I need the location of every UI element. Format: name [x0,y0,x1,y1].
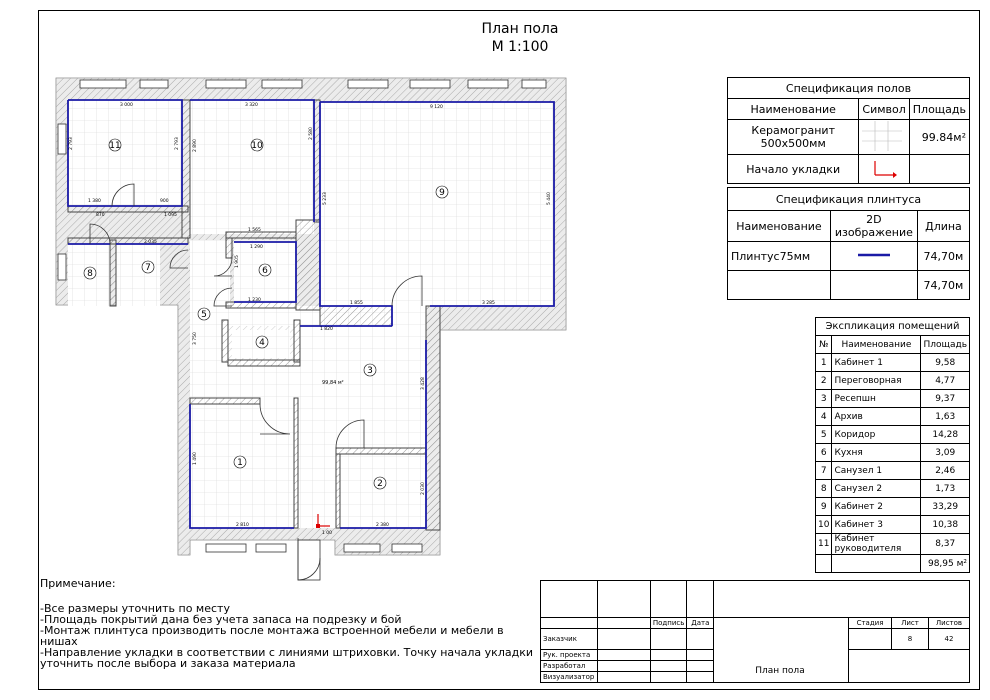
explication-total-empty-2 [832,555,921,573]
room-marker-10 [251,139,263,151]
explication-cell-area: 4,77 [921,372,970,390]
room-marker-11 [109,139,121,151]
stamp-cell [650,581,687,618]
explication-cell-area: 33,29 [921,498,970,516]
dim-label: 1 565 [248,228,261,233]
stamp-cell [687,650,714,661]
dim-label: 3 428 [421,377,426,390]
stamp-cell [597,661,650,672]
floor-spec-table [727,77,970,184]
floor-spec-start-symbol [859,155,909,184]
stamp-cell [687,581,714,618]
plinth-spec-image [830,242,917,271]
floor-spec-start-label: Начало укладки [728,155,859,184]
explication-cell-area: 9,58 [921,354,970,372]
explication-cell-n: 8 [816,480,832,498]
dim-label: 1 230 [248,298,261,303]
plinth-spec-header-name: Наименование [728,211,831,242]
dim-label: 2 580 [309,127,314,140]
stamp-cell [541,581,598,618]
explication-cell-area: 9,37 [921,390,970,408]
room-marker-3 [364,364,376,376]
svg-text:6: 6 [262,266,268,276]
explication-cell-n: 4 [816,408,832,426]
explication-cell-n: 11 [816,534,832,555]
stamp-cell [714,581,970,618]
plinth-spec-table [727,187,970,300]
explication-total-empty-1 [816,555,832,573]
floor-spec-material: Керамогранит 500х500мм [728,120,859,155]
explication-body [816,354,970,555]
dim-label: 2 793 [69,137,74,150]
dim-label: 2 810 [236,523,249,528]
explication-cell-area: 8,37 [921,534,970,555]
explication-cell-n: 5 [816,426,832,444]
stamp-cell [541,618,598,629]
dim-label: 2 380 [376,523,389,528]
start-arrow-icon [869,157,899,179]
stamp-row-label: Разработал [541,661,598,672]
stamp-sheet: 8 [892,629,929,650]
stamp-row-label: Заказчик [541,629,598,650]
table-row [816,462,970,480]
explication-cell-name: Переговорная [832,372,921,390]
stamp-cell [597,618,650,629]
plinth-spec-caption: Спецификация плинтуса [728,188,970,211]
dim-label: 1 095 [164,213,177,218]
room-marker-9 [436,186,448,198]
dim-label: 3 000 [120,103,133,108]
table-row [816,534,970,555]
explication-cell-area: 2,46 [921,462,970,480]
floor-spec-symbol [859,120,909,155]
explication-cell-area: 10,38 [921,516,970,534]
total-area-label: 99,84 м² [322,380,344,386]
dim-label: 5 233 [323,192,328,205]
explication-cell-n: 2 [816,372,832,390]
stamp-col-sheets: Листов [928,618,969,629]
explication-cell-n: 7 [816,462,832,480]
note-item: -Площадь покрытий дана без учета запаса на подрезку и бой [40,613,402,626]
table-row [816,498,970,516]
room-marker-2 [374,477,386,489]
room-marker-7 [142,261,154,273]
stamp-col-stage: Стадия [849,618,892,629]
explication-cell-name: Кухня [832,444,921,462]
stamp-cell [597,672,650,683]
note-item: -Направление укладки в соответствии с линиями штриховки. Точку начала укладки уточнить после выбора и заказа материала [40,646,533,670]
plinth-spec-length: 74,70м [917,242,969,271]
stamp-col-sheet: Лист [892,618,929,629]
explication-cell-area: 14,28 [921,426,970,444]
plinth-spec-total-empty-1 [728,271,831,300]
note-item: -Монтаж плинтуса производить после монтажа встроенной мебели и мебели в нишах [40,624,504,648]
room-marker-8 [84,267,96,279]
stamp-cell [650,672,687,683]
stamp-cell [687,629,714,650]
dim-label: 5 440 [547,192,552,205]
explication-cell-name: Ресепшн [832,390,921,408]
stamp-col-sign: Подпись [650,618,687,629]
title-line-1: План пола [481,21,559,37]
stamp-cell [597,581,650,618]
title-line-2: М 1:100 [491,39,549,55]
notes-heading: Примечание: [40,577,116,590]
explication-cell-n: 9 [816,498,832,516]
explication-cell-n: 10 [816,516,832,534]
svg-text:2: 2 [377,479,383,489]
explication-cell-name: Кабинет руководителя [832,534,921,555]
stamp-cell [597,650,650,661]
dim-label: 3 750 [193,332,198,345]
explication-cell-n: 3 [816,390,832,408]
svg-text:8: 8 [87,269,93,279]
explication-total: 98,95 м² [921,555,970,573]
stamp-cell [650,650,687,661]
explication-cell-area: 1,63 [921,408,970,426]
dim-label: 1 00 [322,531,333,536]
plinth-spec-header-image: 2D изображение [830,211,917,242]
room-marker-5 [198,308,210,320]
floor-spec-start-empty [909,155,969,184]
stamp-col-date: Дата [687,618,714,629]
floor-spec-area: 99.84м² [909,120,969,155]
dim-label: 1 290 [250,245,263,250]
explication-cell-name: Архив [832,408,921,426]
explication-caption: Экспликация помещений [816,318,970,336]
explication-cell-name: Коридор [832,426,921,444]
dim-label: 1 380 [88,199,101,204]
floor-spec-header-name: Наименование [728,99,859,120]
svg-text:10: 10 [251,141,263,151]
explication-header-area: Площадь [921,336,970,354]
table-row [816,426,970,444]
floor-spec-caption: Спецификация полов [728,78,970,99]
stamp-row-label: Рук. проекта [541,650,598,661]
table-row [816,372,970,390]
stamp-cell [849,629,892,650]
svg-text:4: 4 [259,338,265,348]
dim-label: 1 855 [350,301,363,306]
dim-label: 1 905 [235,255,240,268]
plinth-spec-total: 74,70м [917,271,969,300]
explication-cell-name: Кабинет 1 [832,354,921,372]
table-row [816,516,970,534]
explication-header-n: № [816,336,832,354]
table-row [816,390,970,408]
dim-label: 9 120 [430,105,443,110]
dim-label: 870 [96,213,105,218]
plinth-spec-item: Плинтус75мм [728,242,831,271]
dim-label: 1 820 [320,327,333,332]
stamp-cell [687,661,714,672]
dim-label: 1 490 [193,452,198,465]
floor-spec-header-area: Площадь [909,99,969,120]
svg-text:3: 3 [367,366,373,376]
table-row [816,480,970,498]
svg-text:11: 11 [109,141,121,151]
plinth-spec-total-empty-2 [830,271,917,300]
dim-label: 2 035 [144,240,157,245]
table-row [816,444,970,462]
room-marker-6 [259,264,271,276]
room-marker-4 [256,336,268,348]
dim-label: 3 320 [245,103,258,108]
table-row [816,354,970,372]
svg-text:7: 7 [145,263,151,273]
stamp-cell [687,672,714,683]
svg-text:9: 9 [439,188,445,198]
plinth-spec-header-length: Длина [917,211,969,242]
svg-text:5: 5 [201,310,207,320]
stamp-cell [849,650,970,683]
table-row [816,408,970,426]
notes-block [40,578,540,669]
explication-cell-name: Санузел 1 [832,462,921,480]
stamp-cell [597,629,650,650]
explication-cell-name: Кабинет 2 [832,498,921,516]
explication-header-name: Наименование [832,336,921,354]
dim-label: 900 [160,199,169,204]
dim-label: 3 285 [482,301,495,306]
stamp-cell [650,661,687,672]
explication-cell-n: 1 [816,354,832,372]
dim-label: 2 030 [421,482,426,495]
explication-cell-name: Кабинет 3 [832,516,921,534]
explication-cell-area: 1,73 [921,480,970,498]
dim-label: 2 890 [193,139,198,152]
svg-text:1: 1 [237,458,243,468]
explication-cell-area: 3,09 [921,444,970,462]
explication-cell-name: Санузел 2 [832,480,921,498]
stamp-drawing-name: План пола [755,666,805,676]
tile-symbol-icon [862,121,902,151]
dim-label: 2 793 [175,137,180,150]
stamp-cell [650,629,687,650]
stamp-sheets: 42 [928,629,969,650]
stamp-row-label: Визуализатор [541,672,598,683]
plinth-line-icon [854,250,894,260]
explication-table [815,317,970,573]
room-marker-1 [234,456,246,468]
explication-cell-n: 6 [816,444,832,462]
note-item: -Все размеры уточнить по месту [40,602,230,615]
floor-spec-header-symbol: Символ [859,99,909,120]
